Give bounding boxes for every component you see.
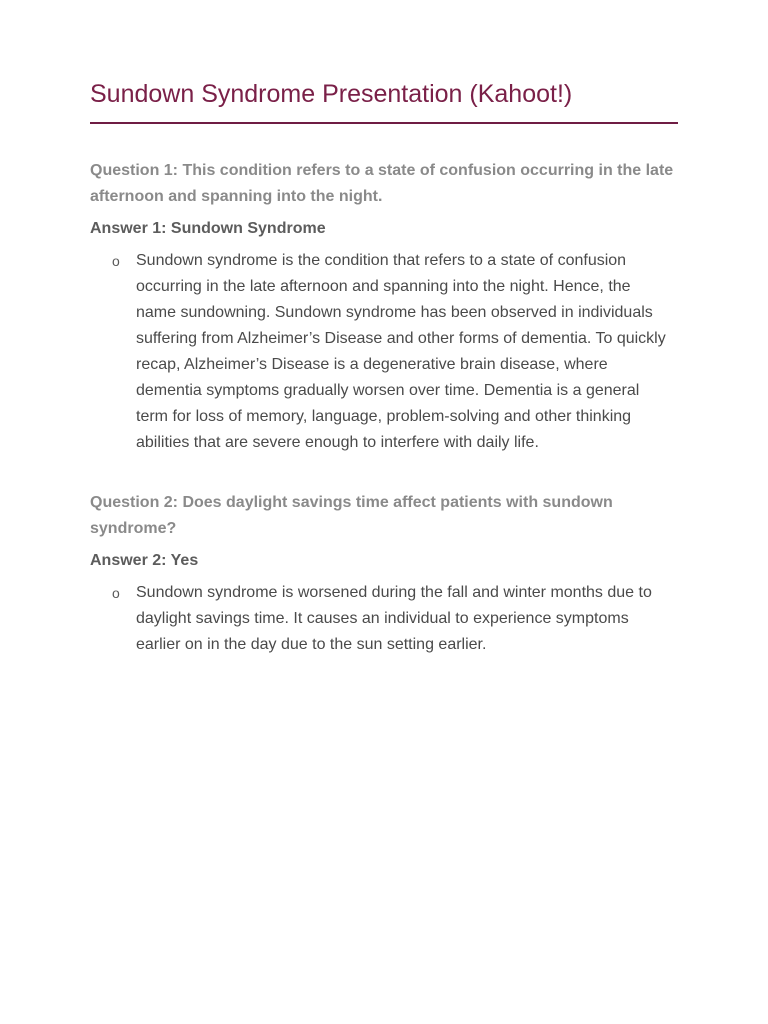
answer-1-heading: Answer 1: Sundown Syndrome (90, 220, 326, 237)
question-2: Question 2: Does daylight savings time affect patients with sundown syndrome? (90, 494, 613, 537)
bullet-marker: o (112, 585, 120, 601)
answer-2-text: Sundown syndrome is worsened during the fall and winter months due to daylight savings time. It causes an individual to experience symptoms earlier on in the day due to the sun setting earlier. (136, 584, 652, 653)
document-title: Sundown Syndrome Presentation (Kahoot!) (90, 80, 573, 108)
question-section-1 (90, 158, 678, 456)
answer-1-bullet (90, 248, 668, 456)
answer-1-list (90, 248, 678, 456)
question-section-2 (90, 490, 678, 658)
answer-2-heading: Answer 2: Yes (90, 552, 199, 569)
title-divider (90, 122, 678, 124)
answer-2-bullet (90, 580, 668, 658)
answer-2-list (90, 580, 678, 658)
bullet-marker: o (112, 253, 120, 269)
question-1: Question 1: This condition refers to a state of confusion occurring in the late afternoon and spanning into the night. (90, 162, 674, 205)
answer-1-text: Sundown syndrome is the condition that refers to a state of confusion occurring in the late afternoon and spanning into the night. Hence, the name sundowning. Sundown syndrome has been observed in individuals suffering from Alzheimer’s Disease and other forms of dementia. To quickly recap, Alzheimer’s Disease is a degenerative brain disease, where dementia symptoms gradually worsen over time. Dementia is a general term for loss of memory, language, problem-solving and other thinking abilities that are severe enough to interfere with daily life. (136, 252, 666, 451)
